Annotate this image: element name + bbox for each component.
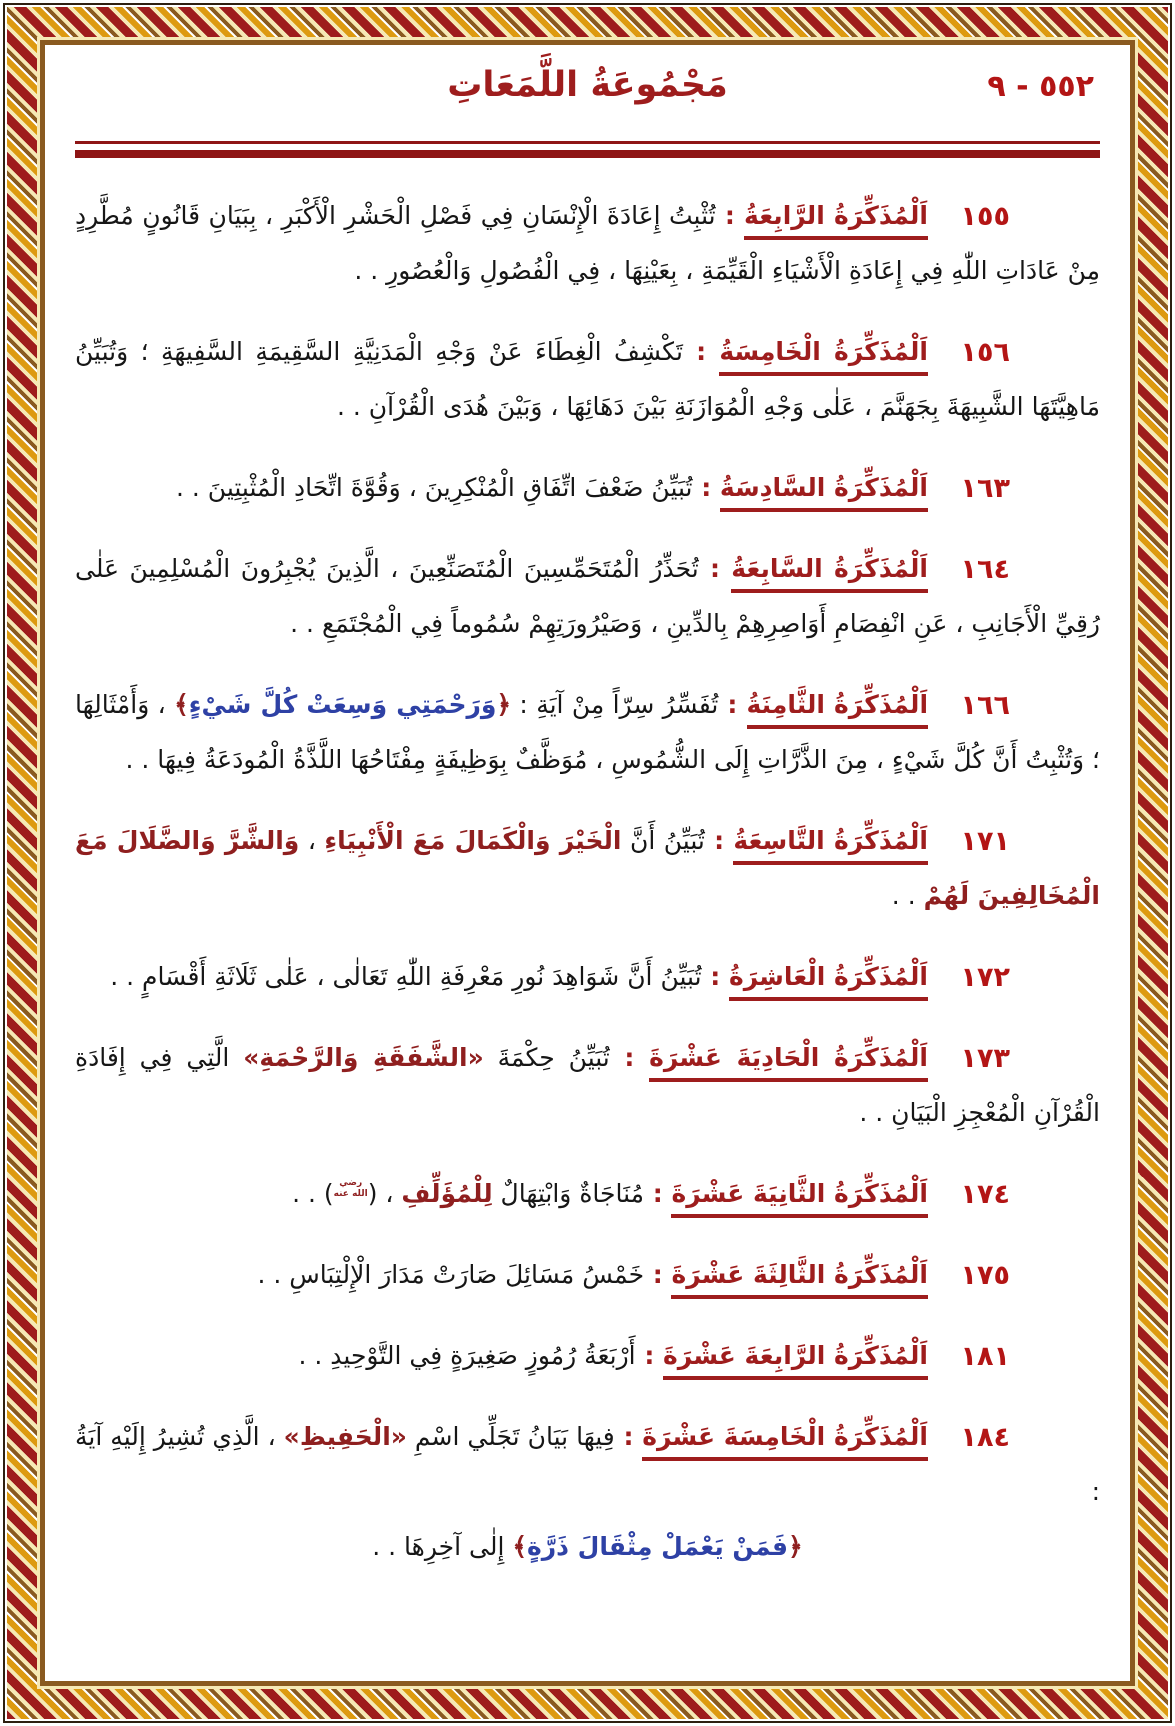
index-entry (75, 949, 1100, 1004)
text-segment: تَكْشِفُ الْغِطَاءَ عَنْ وَجْهِ الْمَدَنِيَّةِ السَّقِيمَةِ السَّفِيهَةِ ؛ وَتُبَيِّنُ مَاهِيَّتَهَا الشَّبِيهَةَ بِجَهَنَّمَ ، عَلٰى وَجْهِ الْمُوَازَنَةِ بَيْنَ دَهَائِهَا ، وَبَيْنَ هُدَى الْقُرْآنِ . . (75, 337, 1100, 421)
heading-colon: : (682, 337, 720, 366)
entry-number: ١٧٤ (960, 1179, 1010, 1210)
text-segment: . . (891, 881, 924, 910)
entry-text (75, 541, 1100, 651)
highlight-term: «الْحَفِيظِ» (283, 1422, 407, 1451)
entry-text (75, 949, 1100, 1004)
heading-colon: : (644, 1260, 672, 1289)
entry-heading: اَلْمُذَكِّرَةُ الْعَاشِرَةُ (729, 962, 928, 1001)
heading-colon: : (718, 690, 747, 719)
highlight-term: لِلْمُؤَلِّفِ (401, 1179, 493, 1208)
entry-text (75, 460, 1100, 515)
entry-heading: اَلْمُذَكِّرَةُ الْخَامِسَةَ عَشْرَةَ (642, 1422, 928, 1461)
index-entry (75, 324, 1100, 434)
index-entry (75, 677, 1100, 787)
text-segment: تُفَسِّرُ سِرّاً مِنْ آيَةِ : (511, 690, 719, 719)
text-segment: تُبَيِّنُ حِكْمَةَ (483, 1043, 610, 1072)
verse-bracket: ﴿ (496, 690, 512, 719)
quran-verse: فَمَنْ يَعْمَلْ مِثْقَالَ ذَرَّةٍ (527, 1532, 789, 1561)
heading-colon: : (692, 473, 720, 502)
heading-colon: : (704, 826, 734, 855)
index-entry (75, 541, 1100, 651)
index-entry (75, 1030, 1100, 1140)
verse-bracket: ﴿ (788, 1532, 803, 1561)
entry-heading: اَلْمُذَكِّرَةُ السَّابِعَةُ (731, 554, 928, 593)
text-segment: ، ( (367, 1179, 402, 1208)
entry-number: ١٦٦ (960, 690, 1010, 721)
entry-number: ١٧٣ (960, 1043, 1010, 1074)
quran-verse: وَرَحْمَتِي وَسِعَتْ كُلَّ شَيْءٍ (188, 690, 497, 719)
entry-number: ١٦٤ (960, 554, 1010, 585)
entry-heading: اَلْمُذَكِّرَةُ السَّادِسَةُ (720, 473, 928, 512)
entry-number: ١٧٥ (960, 1260, 1010, 1291)
heading-colon: : (635, 1341, 664, 1370)
entry-heading: اَلْمُذَكِّرَةُ الرَّابِعَةُ (744, 201, 928, 240)
text-segment: تُبَيِّنُ أَنَّ شَوَاهِدَ نُورِ مَعْرِفَةِ اللّٰهِ تَعَالٰى ، عَلٰى ثَلَاثَةِ أَقْسَامٍ . . (110, 962, 702, 991)
entry-heading: اَلْمُذَكِّرَةُ الْخَامِسَةُ (719, 337, 928, 376)
entries-list (75, 188, 1100, 1574)
highlight-term: وَالشَّرَّ وَالضَّلَالَ مَعَ الْمُخَالِفِينَ لَهُمْ (75, 826, 1100, 910)
page-header (75, 61, 1100, 125)
text-segment: تُبَيِّنُ ضَعْفَ اتِّفَاقِ الْمُنْكِرِينَ ، وَقُوَّةَ اتِّحَادِ الْمُثْبِتِينَ . . (176, 473, 693, 502)
text-segment: خَمْسُ مَسَائِلَ صَارَتْ مَدَارَ الْإِلْتِبَاسِ . . (257, 1260, 645, 1289)
page-content (40, 40, 1135, 1686)
text-segment: تُحَذِّرُ الْمُتَحَمِّسِينَ الْمُتَصَنِّعِينَ ، الَّذِينَ يُجْبِرُونَ الْمُسْلِمِينَ عَلٰى رُقِيِّ الْأَجَانِبِ ، عَنِ انْفِصَامِ أَوَاصِرِهِمْ بِالدِّينِ ، وَصَيْرُورَتِهِمْ سُمُوماً فِي الْمُجْتَمَعِ . . (75, 554, 1100, 638)
text-segment: إِلٰى آخِرِهَا . . (372, 1532, 513, 1561)
entry-heading: اَلْمُذَكِّرَةُ التَّاسِعَةُ (733, 826, 928, 865)
entry-number: ١٨١ (960, 1341, 1010, 1372)
entry-number: ١٨٤ (960, 1422, 1010, 1453)
honorific-medallion: رضي الله عنه (333, 1178, 368, 1199)
highlight-term: «الشَّفَقَةِ وَالرَّحْمَةِ» (243, 1043, 484, 1072)
text-segment: فِيهَا بَيَانُ تَجَلِّي اسْمِ (406, 1422, 615, 1451)
heading-colon: : (644, 1179, 672, 1208)
entry-heading: اَلْمُذَكِّرَةُ الثَّامِنَةُ (747, 690, 929, 729)
entry-text (75, 677, 1100, 787)
entry-text (75, 1166, 1100, 1221)
text-segment: تُثْبِتُ إِعَادَةَ الْإِنْسَانِ فِي فَصْلِ الْحَشْرِ الْأَكْبَرِ ، بِبَيَانِ قَانُونٍ مُطَّرِدٍ مِنْ عَادَاتِ اللّٰهِ فِي إِعَادَةِ الْأَشْيَاءِ الْقَيِّمَةِ ، بِعَيْنِهَا ، فِي الْفُصُولِ وَالْعُصُورِ . . (75, 201, 1100, 285)
page-number: ٥٥٢ - ٩ (987, 69, 1094, 104)
highlight-term: الْخَيْرَ وَالْكَمَالَ مَعَ الْأَنْبِيَاءِ (324, 826, 622, 855)
entry-text (75, 1328, 1100, 1383)
index-entry (75, 1166, 1100, 1221)
entry-text (75, 813, 1100, 923)
index-entry (75, 1328, 1100, 1383)
index-entry (75, 188, 1100, 298)
index-entry (75, 460, 1100, 515)
entry-text (75, 188, 1100, 298)
text-segment: ) . . (292, 1179, 334, 1208)
entry-number: ١٦٣ (960, 473, 1010, 504)
page-title: مَجْمُوعَةُ اللَّمَعَاتِ (447, 65, 728, 105)
header-divider (75, 141, 1100, 158)
entry-heading: اَلْمُذَكِّرَةُ الْحَادِيَةَ عَشْرَةَ (649, 1043, 928, 1082)
entry-text (75, 324, 1100, 434)
heading-colon: : (698, 554, 732, 583)
verse-bracket: ﴾ (512, 1532, 527, 1561)
entry-text (75, 1409, 1100, 1519)
entry-number: ١٥٦ (960, 337, 1010, 368)
entry-heading: اَلْمُذَكِّرَةُ الثَّانِيَةَ عَشْرَةَ (671, 1179, 928, 1218)
entry-number: ١٥٥ (960, 201, 1010, 232)
text-segment: الَّتِي فِي إِفَادَةِ الْقُرْآنِ الْمُعْجِزِ الْبَيَانِ . . (75, 1043, 1100, 1127)
entry-number: ١٧٢ (960, 962, 1010, 993)
index-entry (75, 1409, 1100, 1574)
entry-text (75, 1247, 1100, 1302)
verse-bracket: ﴾ (174, 690, 189, 719)
entry-text-centered (75, 1519, 1100, 1574)
text-segment: مُنَاجَاةٌ وَابْتِهَالٌ (492, 1179, 645, 1208)
entry-text (75, 1030, 1100, 1140)
heading-colon: : (715, 201, 745, 230)
heading-colon: : (701, 962, 729, 991)
text-segment: تُبَيِّنُ أَنَّ (621, 826, 705, 855)
heading-colon: : (614, 1422, 643, 1451)
text-segment: أَرْبَعَةُ رُمُوزٍ صَغِيرَةٍ فِي التَّوْحِيدِ . . (298, 1341, 636, 1370)
text-segment: ، الَّذِي تُشِيرُ إِلَيْهِ آيَةُ : (75, 1422, 1100, 1506)
index-entry (75, 1247, 1100, 1302)
text-segment: ، (299, 826, 325, 855)
heading-colon: : (609, 1043, 650, 1072)
entry-heading: اَلْمُذَكِّرَةُ الثَّالِثَةَ عَشْرَةَ (671, 1260, 928, 1299)
index-entry (75, 813, 1100, 923)
text-segment: ، وَأَمْثَالِهَا ؛ وَتُثْبِتُ أَنَّ كُلَّ شَيْءٍ ، مِنَ الذَّرَّاتِ إِلَى الشُّمُوسِ ، مُوَظَّفٌ بِوَظِيفَةٍ مِفْتَاحُهَا اللَّذَّةُ الْمُودَعَةُ فِيهَا . . (75, 690, 1100, 774)
entry-number: ١٧١ (960, 826, 1010, 857)
entry-heading: اَلْمُذَكِّرَةُ الرَّابِعَةَ عَشْرَةَ (663, 1341, 928, 1380)
